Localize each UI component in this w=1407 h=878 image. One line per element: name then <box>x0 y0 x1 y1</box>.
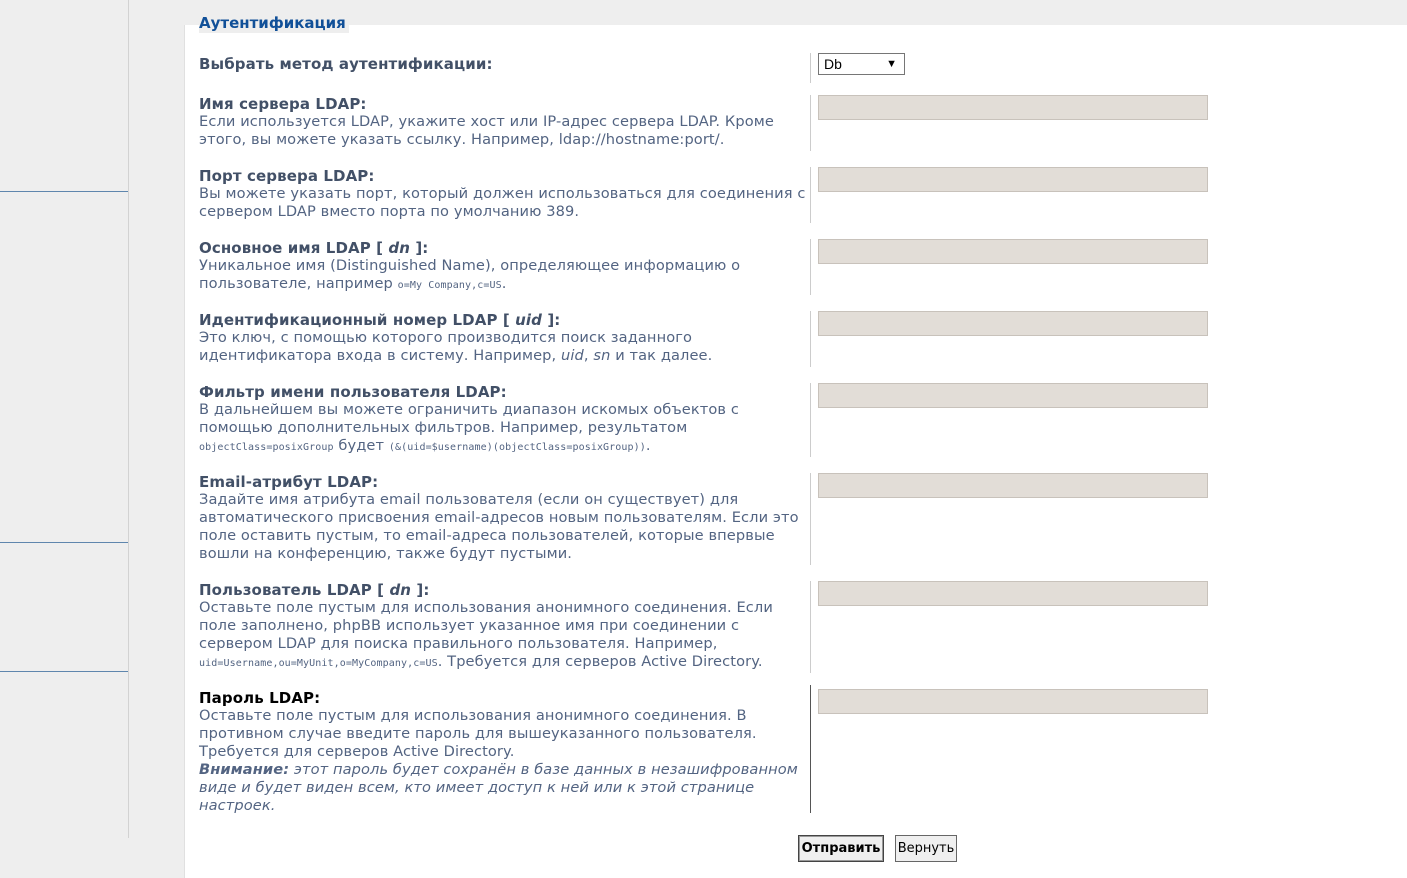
field-explain: Задайте имя атрибута email пользователя (если он существует) для автоматического присвоения email-адресов новым пользователям. Если это поле оставить пустым, то email-адреса пользователей, которые впервые вошли на конференцию, также будут пустыми. <box>199 491 799 562</box>
ldap-port-row <box>199 167 1209 225</box>
auth-method-select[interactable] <box>818 53 905 75</box>
ldap-server-row <box>199 95 1209 153</box>
panel-top-strip <box>184 0 1407 25</box>
field-title: Пользователь LDAP [ dn ]: <box>199 581 430 599</box>
submit-button[interactable]: Отправить <box>798 835 884 862</box>
field-explain: Это ключ, с помощью которого производится поиск заданного идентификатора входа в систему. Например, uid, sn и так далее. <box>199 329 713 364</box>
chevron-down-icon: ▼ <box>886 58 897 70</box>
field-explain: Оставьте поле пустым для использования анонимного соединения. Если поле заполнено, phpBB использует указанное имя при соединении с сервером LDAP для поиска правильного пользователя. Например, uid=Username,ou=MyUnit,o=MyCompany,c=US. Требуется для серверов Active Directory. <box>199 599 773 670</box>
field-explain: Если используется LDAP, укажите хост или IP-адрес сервера LDAP. Кроме этого, вы можете указать ссылку. Например, ldap://hostname:port/. <box>199 113 774 148</box>
ldap-email-input[interactable] <box>818 473 1208 498</box>
field-explain: Оставьте поле пустым для использования анонимного соединения. В противном случае введите пароль для вышеуказанного пользователя. Требуется для серверов Active Directory. <box>199 707 757 760</box>
left-sidebar <box>0 0 129 838</box>
ldap-user-input[interactable] <box>818 581 1208 606</box>
field-title: Фильтр имени пользователя LDAP: <box>199 383 507 401</box>
ldap-password-input[interactable] <box>818 689 1208 714</box>
sidebar-divider <box>0 542 128 543</box>
ldap-user-row <box>199 581 1209 675</box>
ldap-base-dn-row <box>199 239 1209 297</box>
row-divider <box>810 685 811 813</box>
ldap-email-row <box>199 473 1209 567</box>
field-warning: Внимание: этот пароль будет сохранён в базе данных в незашифрованном виде и будет виден всем, кто имеет доступ к ней или к этой странице настроек. <box>199 761 798 814</box>
ldap-password-row <box>199 689 1209 819</box>
auth-method-value: Db <box>824 56 842 72</box>
ldap-uid-input[interactable] <box>818 311 1208 336</box>
ldap-uid-row <box>199 311 1209 369</box>
field-title: Email-атрибут LDAP: <box>199 473 379 491</box>
ldap-base-dn-input[interactable] <box>818 239 1208 264</box>
row-divider <box>810 383 811 457</box>
sidebar-divider <box>0 671 128 672</box>
field-title: Порт сервера LDAP: <box>199 167 375 185</box>
field-title: Основное имя LDAP [ dn ]: <box>199 239 429 257</box>
auth-method-row <box>199 53 1209 83</box>
row-divider <box>810 473 811 565</box>
field-title: Идентификационный номер LDAP [ uid ]: <box>199 311 561 329</box>
field-explain: Вы можете указать порт, который должен использоваться для соединения с сервером LDAP вместо порта по умолчанию 389. <box>199 185 806 220</box>
row-divider <box>810 581 811 673</box>
ldap-user-filter-row <box>199 383 1209 459</box>
row-divider <box>810 53 811 83</box>
field-title: Имя сервера LDAP: <box>199 95 367 113</box>
row-divider <box>810 311 811 367</box>
ldap-user-filter-input[interactable] <box>818 383 1208 408</box>
field-title: Пароль LDAP: <box>199 689 321 707</box>
auth-method-label: Выбрать метод аутентификации: <box>199 55 493 73</box>
ldap-server-input[interactable] <box>818 95 1208 120</box>
field-explain: В дальнейшем вы можете ограничить диапазон искомых объектов с помощью дополнительных фильтров. Например, результатом objectClass=posixGroup будет (&(uid=$username)(objectClass=posixGroup)). <box>199 401 739 454</box>
sidebar-divider <box>0 191 128 192</box>
row-divider <box>810 95 811 151</box>
ldap-port-input[interactable] <box>818 167 1208 192</box>
row-divider <box>810 167 811 223</box>
section-title: Аутентификация <box>199 13 349 33</box>
reset-button[interactable]: Вернуть <box>895 835 957 862</box>
row-divider <box>810 239 811 295</box>
field-explain: Уникальное имя (Distinguished Name), определяющее информацию о пользователе, например o=My Company,c=US. <box>199 257 741 292</box>
